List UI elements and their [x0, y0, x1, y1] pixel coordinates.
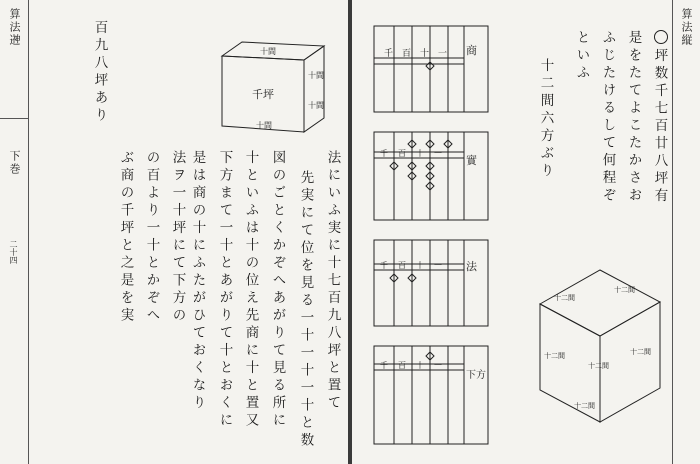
cube-label-side-upper: 十間 — [308, 71, 324, 80]
explanation-line-5: 下方まて一十とあがりて十とおくに — [216, 150, 233, 430]
page-number: 二十四 — [9, 240, 18, 264]
result-line-2: の百より一十とかぞへ — [143, 150, 160, 325]
right-page — [352, 0, 700, 464]
abacus-col-label: 千 — [380, 361, 388, 370]
problem-line-3: ふじたけるして何程ぞ — [599, 30, 616, 205]
abacus-col-label: 百 — [402, 49, 412, 59]
right-margin — [672, 0, 700, 464]
abacus-row-label: 法 — [466, 260, 477, 273]
explanation-line-3: 図のごとくかぞへあがりて見る所に — [269, 150, 286, 430]
abacus-col-label: 千 — [380, 149, 388, 158]
explanation-line-2: 先実にて位を見る一十一十一十と数 — [297, 170, 314, 450]
abacus-row-4 — [374, 346, 488, 444]
cube-label-right: 十二間 — [630, 348, 651, 356]
explanation-line-6: 是は商の十にふたがひておくなり — [189, 150, 206, 413]
result-line-1: 法ヲ一十坪にて下方の — [169, 150, 186, 325]
abacus-col-label: 十 — [416, 361, 424, 370]
cube-label-front: 十二間 — [588, 362, 609, 370]
problem-line-1: 坪数千七百廿八坪有 — [651, 48, 668, 206]
abacus-col-label: 十 — [420, 49, 430, 59]
abacus-row-label: 下方 — [466, 370, 486, 381]
abacus-col-label: 一 — [434, 361, 442, 370]
abacus-row-label: 商 — [466, 44, 477, 57]
abacus-col-label: 一 — [434, 261, 442, 270]
abacus-row-3 — [374, 240, 488, 326]
abacus-col-label: 千 — [380, 261, 388, 270]
abacus-row-label: 實 — [466, 154, 477, 167]
running-head-left: 算法𨕫 — [8, 8, 21, 47]
abacus-col-label: 千 — [384, 49, 394, 59]
abacus-diagrams — [372, 24, 492, 454]
cube-label-top-right: 十二間 — [614, 286, 635, 294]
problem-marker-icon — [654, 30, 668, 44]
abacus-col-label: 十 — [416, 149, 424, 158]
margin-rule — [0, 118, 28, 119]
abacus-col-label: 百 — [398, 361, 406, 370]
abacus-col-label: 一 — [434, 149, 442, 158]
cube-label-bottom: 十間 — [256, 121, 272, 130]
abacus-col-label: 百 — [398, 261, 406, 270]
cube-label-left: 十二間 — [544, 352, 565, 360]
abacus-row-2 — [374, 132, 488, 220]
left-page — [0, 0, 348, 464]
abacus-row-1 — [374, 26, 488, 112]
cube-label-bottom: 十二間 — [574, 402, 595, 410]
section-label: 下巻 — [8, 150, 21, 176]
result-line-4: 百九八坪あり — [91, 20, 108, 125]
explanation-line-4: 十といふは十の位え先商に十と置又 — [242, 150, 259, 430]
running-head-right: 算法縦 — [680, 8, 693, 47]
cube-label-side-lower: 十間 — [308, 101, 324, 110]
cube-label-top-left: 十二間 — [554, 294, 575, 302]
problem-line-2: 是をたてよこたかさお — [625, 30, 642, 205]
cube-diagram-small — [212, 36, 330, 136]
abacus-col-label: 十 — [416, 261, 424, 270]
abacus-col-label: 一 — [438, 49, 448, 59]
cube-diagram-large — [534, 262, 664, 428]
abacus-col-label: 百 — [398, 149, 406, 158]
problem-line-4: といふ — [573, 30, 590, 83]
result-line-3: ぶ商の千坪と之是を実 — [117, 150, 134, 325]
cube-label-face: 千坪 — [252, 88, 274, 101]
left-margin — [0, 0, 29, 464]
answer-text: 十二間六方ぶり — [537, 58, 554, 181]
explanation-line-1: 法にいふ実に十七百九八坪と置て — [324, 150, 341, 413]
cube-label-top: 十間 — [260, 47, 276, 56]
